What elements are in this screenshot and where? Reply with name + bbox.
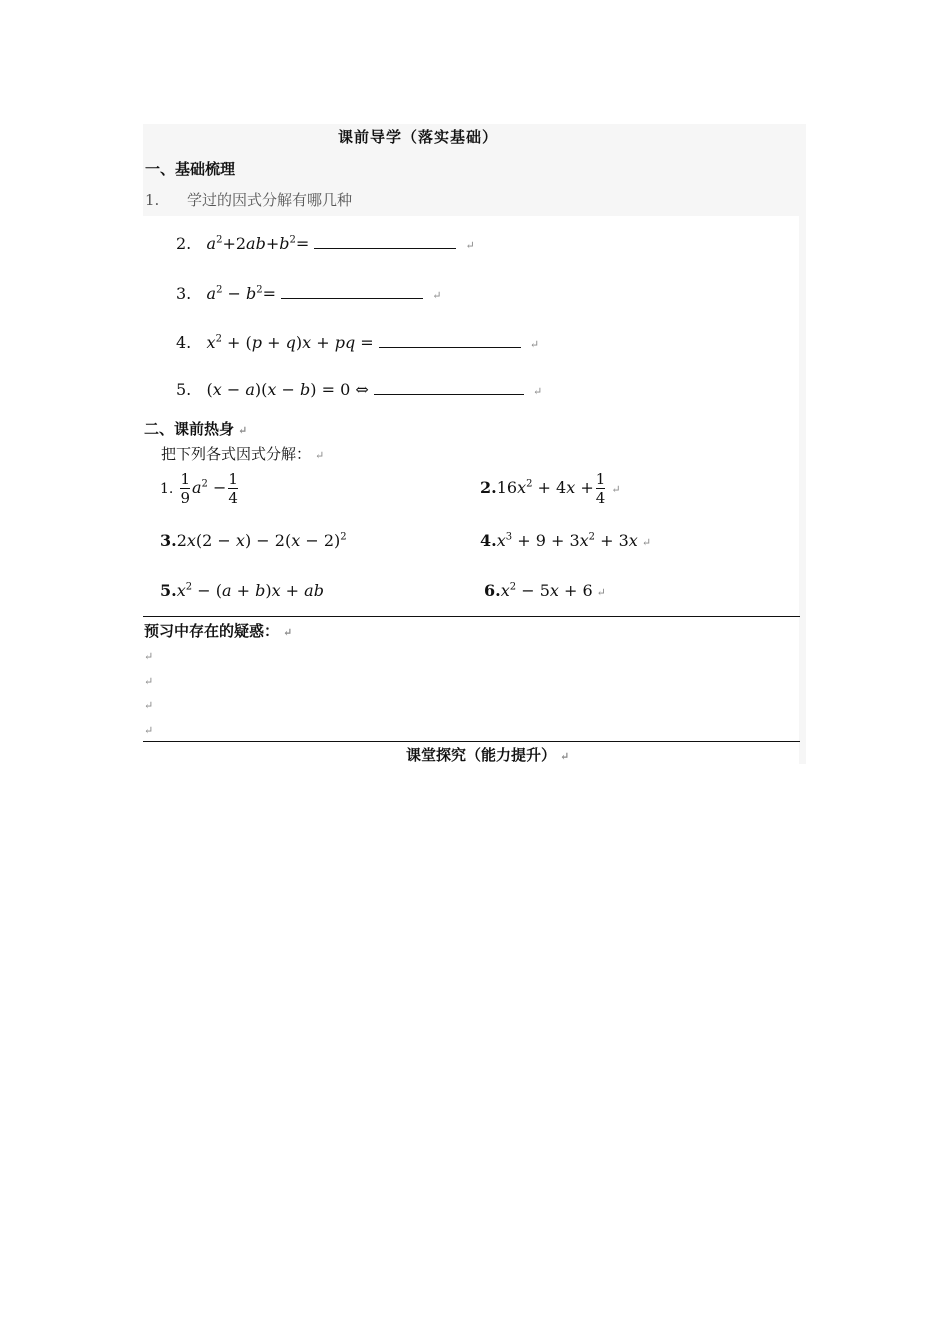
item-number: 5. — [176, 380, 192, 399]
divider-top — [143, 616, 800, 617]
formula-item-4: 4. $x^2 + (p + q)x$ + pq = ↵ — [176, 333, 540, 352]
warmup-problem-2: $2.16x^2 + 4x$ + $\frac{1}{4}$ ↵ — [480, 470, 621, 507]
section-heading-warmup: 二、课前热身 ↵ — [144, 420, 248, 438]
empty-line[interactable]: ↵ — [144, 699, 154, 712]
warmup-problem-4: $4.x^3 + 9 + 3x^2 + 3x$ ↵ — [480, 531, 652, 550]
answer-blank[interactable] — [281, 284, 423, 299]
answer-blank[interactable] — [314, 234, 456, 249]
answer-blank[interactable] — [379, 333, 521, 348]
page-title: 课前导学（落实基础） — [338, 128, 499, 146]
formula-item-3: 3. $a^2 - b^2=$ ↵ — [176, 284, 442, 303]
question-1 — [145, 189, 352, 210]
question-1-text: 学过的因式分解有哪几种 — [187, 191, 353, 209]
empty-line[interactable]: ↵ — [144, 650, 154, 663]
warmup-instruction: 把下列各式因式分解： ↵ — [161, 445, 325, 463]
warmup-problem-5: $5.x^2 - (a + b)x$ + ab — [160, 581, 324, 600]
divider-bottom — [143, 741, 800, 742]
empty-line[interactable]: ↵ — [144, 724, 154, 737]
section-heading-classroom: 课堂探究（能力提升） ↵ — [406, 746, 570, 764]
warmup-problem-1: 1. $\frac{1}{9}$ $a^2$ − $\frac{1}{4}$ — [160, 470, 238, 507]
formula-item-2: 2. $a^2+2ab+b^2=$ ↵ — [176, 234, 475, 253]
item-number: 4. — [176, 333, 192, 352]
warmup-problem-6: $6.x^2 - 5x + 6$ ↵ — [484, 581, 606, 600]
item-number: 3. — [176, 284, 192, 303]
empty-line[interactable]: ↵ — [144, 675, 154, 688]
warmup-problem-3: $3.2x(2 - x) - 2(x - 2)^2$ — [160, 531, 347, 550]
section-heading-questions: 预习中存在的疑惑： ↵ — [144, 622, 293, 640]
question-1-number: 1. — [145, 191, 160, 209]
section-heading-basics: 一、基础梳理 — [145, 160, 236, 178]
answer-blank[interactable] — [374, 380, 524, 395]
item-number: 2. — [176, 234, 192, 253]
formula-item-5: 5. (x − a)(x − b) = 0 ⇔ ↵ — [176, 380, 543, 399]
